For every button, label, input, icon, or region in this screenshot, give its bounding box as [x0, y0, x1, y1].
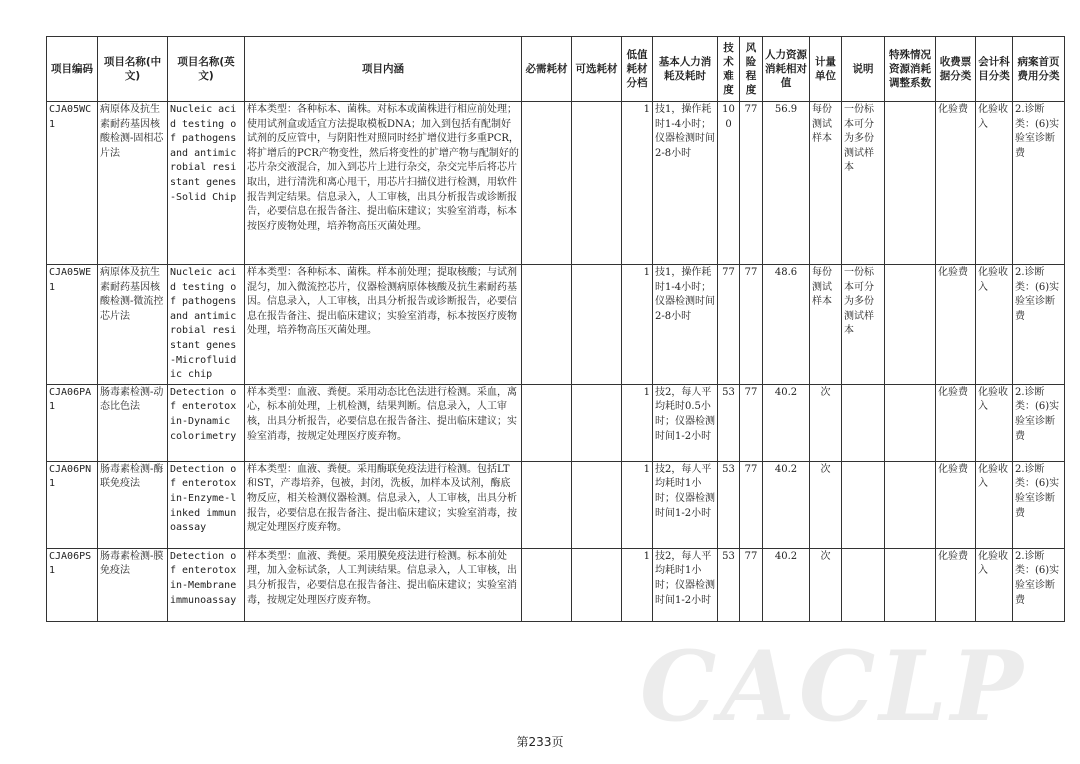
cell-name-en: Detection of enterotoxin-Enzyme-linked immunoassay — [168, 461, 245, 548]
cell-unit: 次 — [810, 384, 842, 461]
cell-value: 40.2 — [763, 384, 810, 461]
cell-name-en: Detection of enterotoxin-Membrane immunoassay — [168, 548, 245, 621]
cell-difficulty: 53 — [718, 384, 740, 461]
cell-unit: 次 — [810, 548, 842, 621]
cell-receipt: 化验费 — [936, 384, 976, 461]
cell-value: 40.2 — [763, 461, 810, 548]
cell-name-en: Detection of enterotoxin-Dynamic colorimetry — [168, 384, 245, 461]
header-name-en: 项目名称(英文) — [168, 37, 245, 102]
header-unit: 计量单位 — [810, 37, 842, 102]
cell-required — [522, 265, 572, 385]
cell-record: 2.诊断类：(6)实验室诊断费 — [1013, 548, 1065, 621]
cell-name-en: Nucleic acid testing of pathogens and antimicrobial resistant genes-Microfluidic chip — [168, 265, 245, 385]
cell-optional — [572, 384, 622, 461]
cell-content: 样本类型：各种标本、菌株。对标本或菌株进行相应前处理；使用试剂盒或适宜方法提取模板DNA；加入到包括有配制好试剂的反应管中，与阴阳性对照同时经扩增仪进行多重PCR，将扩增后的PCR产物变性，然后将变性的扩增产物与配制好的芯片杂交液混合，加入到芯片上进行杂交，杂交完毕后将芯片取出，进行清洗和离心甩干，用芯片扫描仪进行检测，用软件报告判定结果。信息录入，人工审核，出具分析报告或诊断报告，必要信息在报告备注、提出临床建议；实验室消毒，标本按医疗废物处理，培养物高压灭菌处理。 — [245, 102, 522, 265]
cell-labor: 技1，操作耗时1-4小时；仪器检测时间2-8小时 — [653, 265, 718, 385]
header-name-cn: 项目名称(中文) — [98, 37, 168, 102]
cell-required — [522, 384, 572, 461]
cell-note — [842, 384, 885, 461]
cell-name-cn: 病原体及抗生素耐药基因核酸检测-固相芯片法 — [98, 102, 168, 265]
header-receipt: 收费票据分类 — [936, 37, 976, 102]
cell-name-cn: 肠毒素检测-酶联免疫法 — [98, 461, 168, 548]
header-labor: 基本人力消耗及耗时 — [653, 37, 718, 102]
cell-value: 48.6 — [763, 265, 810, 385]
cell-account: 化验收入 — [976, 384, 1013, 461]
cell-note: 一份标本可分为多份测试样本 — [842, 102, 885, 265]
cell-value: 40.2 — [763, 548, 810, 621]
header-account: 会计科目分类 — [976, 37, 1013, 102]
cell-account: 化验收入 — [976, 461, 1013, 548]
cell-note — [842, 548, 885, 621]
cell-adjust — [885, 461, 936, 548]
cell-required — [522, 548, 572, 621]
cell-note — [842, 461, 885, 548]
cell-optional — [572, 265, 622, 385]
header-record: 病案首页费用分类 — [1013, 37, 1065, 102]
cell-optional — [572, 548, 622, 621]
table-header-row — [47, 37, 1065, 102]
cell-adjust — [885, 548, 936, 621]
table-row — [47, 265, 1065, 385]
header-value: 人力资源消耗相对值 — [763, 37, 810, 102]
cell-grade: 1 — [622, 102, 653, 265]
header-adjust: 特殊情况资源消耗调整系数 — [885, 37, 936, 102]
cell-name-cn: 病原体及抗生素耐药基因核酸检测-微流控芯片法 — [98, 265, 168, 385]
header-content: 项目内涵 — [245, 37, 522, 102]
cell-receipt: 化验费 — [936, 265, 976, 385]
cell-code: CJA06PS1 — [47, 548, 98, 621]
cell-content: 样本类型：血液、粪便。采用酶联免疫法进行检测。包括LT和ST，产毒培养，包被，封闭，洗板，加样本及试剂，酶底物反应，相关检测仪器检测。信息录入，人工审核，出具分析报告，必要信息在报告备注、提出临床建议；实验室消毒，按规定处理医疗废弃物。 — [245, 461, 522, 548]
cell-adjust — [885, 265, 936, 385]
cell-grade: 1 — [622, 265, 653, 385]
cell-labor: 技2，每人平均耗时1小时；仪器检测时间1-2小时 — [653, 461, 718, 548]
cell-required — [522, 102, 572, 265]
header-required: 必需耗材 — [522, 37, 572, 102]
watermark: CACLP — [640, 630, 1027, 743]
header-grade: 低值耗材分档 — [622, 37, 653, 102]
cell-difficulty: 53 — [718, 461, 740, 548]
cell-optional — [572, 461, 622, 548]
cell-record: 2.诊断类：(6)实验室诊断费 — [1013, 265, 1065, 385]
cell-optional — [572, 102, 622, 265]
cell-labor: 技2，每人平均耗时0.5小时；仪器检测时间1-2小时 — [653, 384, 718, 461]
cell-difficulty: 100 — [718, 102, 740, 265]
cell-grade: 1 — [622, 384, 653, 461]
cell-note: 一份标本可分为多份测试样本 — [842, 265, 885, 385]
cell-unit: 次 — [810, 461, 842, 548]
cell-code: CJA06PA1 — [47, 384, 98, 461]
cell-value: 56.9 — [763, 102, 810, 265]
cell-grade: 1 — [622, 461, 653, 548]
table-row — [47, 384, 1065, 461]
cell-content: 样本类型：各种标本、菌株。样本前处理；提取核酸；与试剂混匀，加入微流控芯片，仪器检测病原体核酸及抗生素耐药基因。信息录入，人工审核，出具分析报告或诊断报告，必要信息在报告备注、提出临床建议；实验室消毒，标本按医疗废物处理，培养物高压灭菌处理。 — [245, 265, 522, 385]
cell-adjust — [885, 102, 936, 265]
cell-risk: 77 — [740, 461, 763, 548]
cell-name-en: Nucleic acid testing of pathogens and antimicrobial resistant genes-Solid Chip — [168, 102, 245, 265]
header-code: 项目编码 — [47, 37, 98, 102]
cell-code: CJA06PN1 — [47, 461, 98, 548]
cell-account: 化验收入 — [976, 265, 1013, 385]
cell-difficulty: 77 — [718, 265, 740, 385]
cell-unit: 每份测试样本 — [810, 102, 842, 265]
cell-labor: 技1，操作耗时1-4小时；仪器检测时间2-8小时 — [653, 102, 718, 265]
cell-risk: 77 — [740, 102, 763, 265]
cell-name-cn: 肠毒素检测-膜免疫法 — [98, 548, 168, 621]
cell-name-cn: 肠毒素检测-动态比色法 — [98, 384, 168, 461]
header-optional: 可选耗材 — [572, 37, 622, 102]
table-row — [47, 548, 1065, 621]
fee-item-table — [46, 36, 1065, 622]
header-difficulty: 技术难度 — [718, 37, 740, 102]
table-row — [47, 102, 1065, 265]
page-number: 第233页 — [516, 735, 564, 749]
cell-content: 样本类型：血液、粪便。采用膜免疫法进行检测。标本前处理，加入金标试条，人工判读结果。信息录入，人工审核，出具分析报告，必要信息在报告备注、提出临床建议；实验室消毒，按规定处理医疗废弃物。 — [245, 548, 522, 621]
cell-record: 2.诊断类：(6)实验室诊断费 — [1013, 102, 1065, 265]
cell-difficulty: 53 — [718, 548, 740, 621]
cell-account: 化验收入 — [976, 548, 1013, 621]
cell-receipt: 化验费 — [936, 461, 976, 548]
cell-risk: 77 — [740, 384, 763, 461]
cell-risk: 77 — [740, 265, 763, 385]
cell-content: 样本类型：血液、粪便。采用动态比色法进行检测。采血，离心，标本前处理，上机检测，结果判断。信息录入，人工审核，出具分析报告，必要信息在报告备注、提出临床建议；实验室消毒，按规定处理医疗废弃物。 — [245, 384, 522, 461]
cell-unit: 每份测试样本 — [810, 265, 842, 385]
cell-risk: 77 — [740, 548, 763, 621]
cell-required — [522, 461, 572, 548]
cell-record: 2.诊断类：(6)实验室诊断费 — [1013, 384, 1065, 461]
cell-account: 化验收入 — [976, 102, 1013, 265]
cell-labor: 技2，每人平均耗时1小时；仪器检测时间1-2小时 — [653, 548, 718, 621]
cell-adjust — [885, 384, 936, 461]
cell-grade: 1 — [622, 548, 653, 621]
cell-record: 2.诊断类：(6)实验室诊断费 — [1013, 461, 1065, 548]
cell-receipt: 化验费 — [936, 548, 976, 621]
cell-code: CJA05WE1 — [47, 265, 98, 385]
cell-receipt: 化验费 — [936, 102, 976, 265]
table-row — [47, 461, 1065, 548]
header-risk: 风险程度 — [740, 37, 763, 102]
cell-code: CJA05WC1 — [47, 102, 98, 265]
header-note: 说明 — [842, 37, 885, 102]
